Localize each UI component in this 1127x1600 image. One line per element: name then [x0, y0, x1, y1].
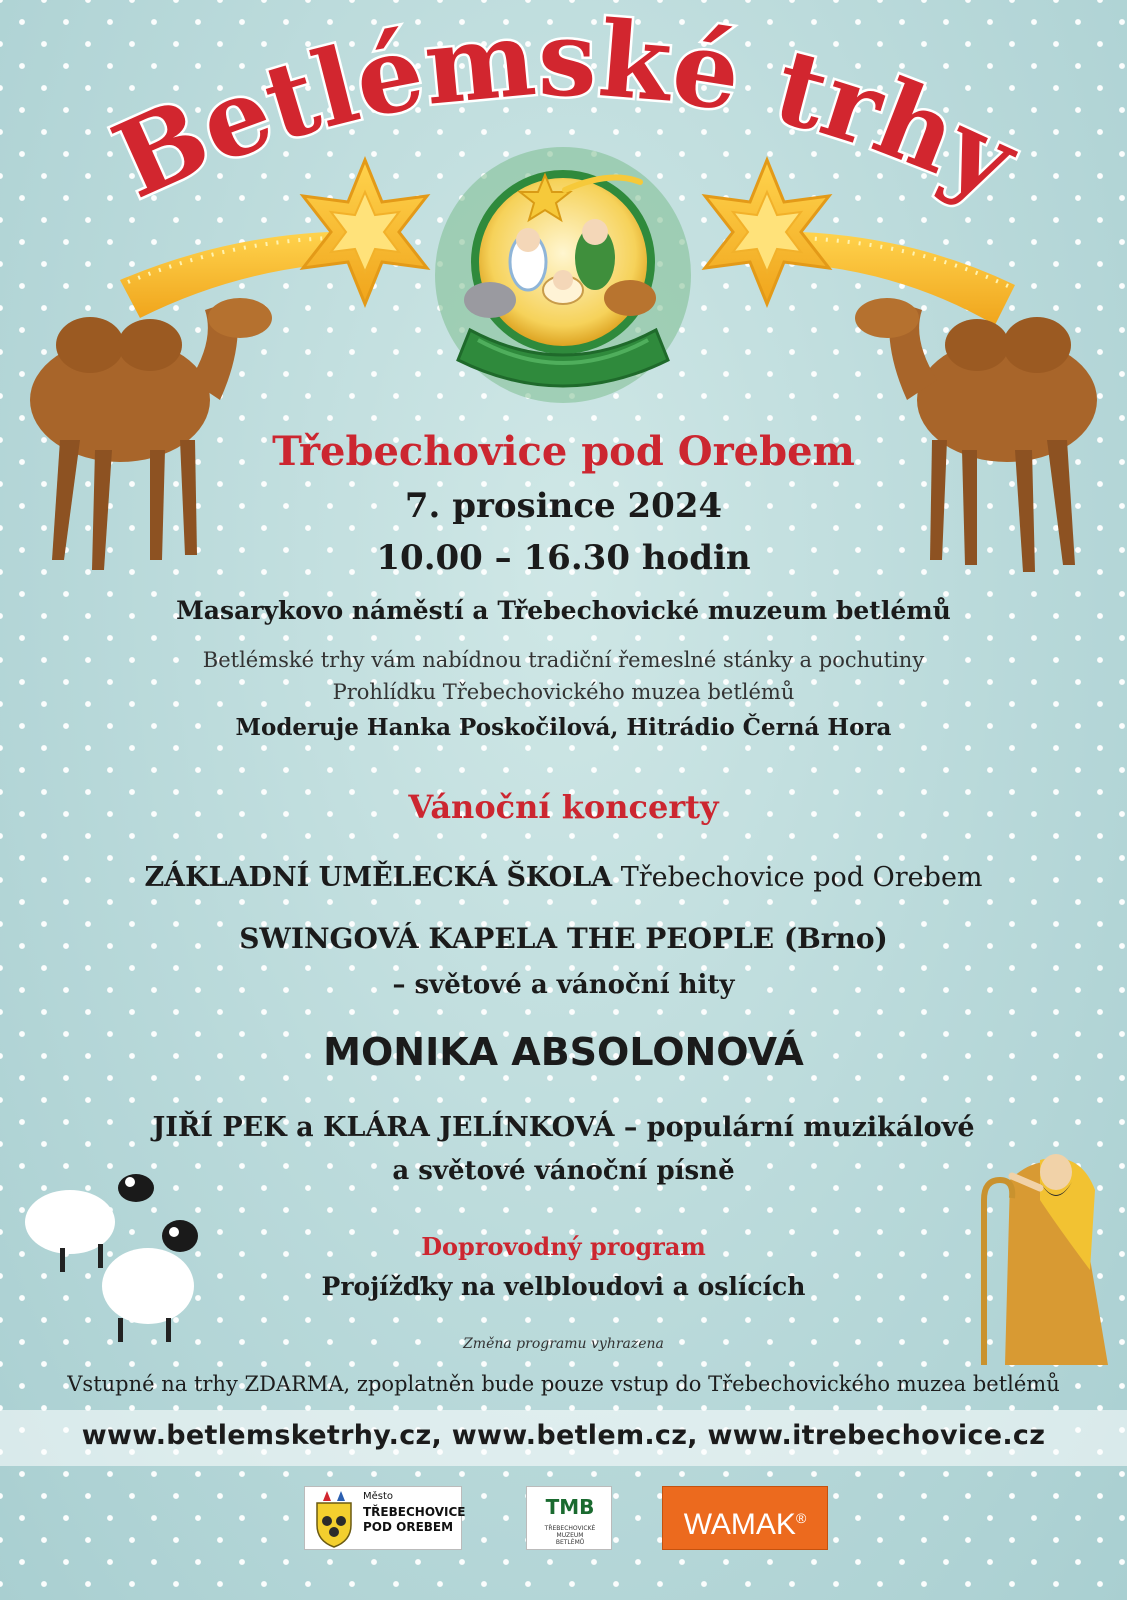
concert-zus-place: Třebechovice pod Orebem — [620, 862, 983, 893]
event-time: 10.00 – 16.30 hodin — [376, 538, 751, 578]
museum-logo — [526, 1486, 612, 1550]
nativity-emblem-icon — [435, 147, 691, 403]
concert-jiri-line-2: a světové vánoční písně — [392, 1156, 735, 1186]
concert-zus — [0, 862, 1127, 893]
town-logo-line-2: POD OREBEM — [363, 1520, 454, 1534]
town-logo-line-1: TŘEBECHOVICE — [363, 1505, 466, 1519]
concert-monika: MONIKA ABSOLONOVÁ — [323, 1030, 804, 1074]
museum-logo-text — [527, 1525, 613, 1546]
wamak-logo-text: WAMAK — [683, 1508, 796, 1541]
town-logo — [304, 1486, 466, 1550]
concert-swing-line-2: – světové a vánoční hity — [392, 970, 735, 1000]
event-place: Masarykovo náměstí a Třebechovické muzeum betlémů — [176, 596, 951, 625]
wamak-logo-reg: ® — [795, 1510, 807, 1526]
concert-jiri-line-1: JIŘÍ PEK a KLÁRA JELÍNKOVÁ – populární muzikálové — [152, 1112, 975, 1143]
star-icon — [303, 160, 427, 304]
concerts-heading: Vánoční koncerty — [408, 788, 719, 826]
concert-swing-line-1: SWINGOVÁ KAPELA THE PEOPLE (Brno) — [239, 922, 888, 955]
poster-title: Betlémské trhy — [96, 0, 1035, 223]
websites-line: www.betlemsketrhy.cz, www.betlem.cz, www.itrebechovice.cz — [81, 1420, 1046, 1451]
wamak-logo — [662, 1486, 828, 1550]
town-logo-small: Město — [363, 1491, 394, 1502]
star-icon — [705, 160, 829, 304]
event-date: 7. prosince 2024 — [404, 486, 723, 526]
change-note: Změna programu vyhrazena — [463, 1336, 664, 1352]
description-line-1: Betlémské trhy vám nabídnou tradiční řemeslné stánky a pochutiny — [202, 648, 925, 672]
entry-note: Vstupné na trhy ZDARMA, zpoplatněn bude pouze vstup do Třebechovického muzea betlémů — [67, 1372, 1060, 1396]
city-heading: Třebechovice pod Orebem — [272, 428, 855, 475]
town-logo-name — [363, 1505, 465, 1535]
side-program-text: Projížďky na velbloudovi a oslících — [321, 1272, 806, 1301]
side-program-heading: Doprovodný program — [421, 1232, 706, 1261]
museum-logo-line-3: BETLÉMŮ — [555, 1539, 585, 1546]
museum-logo-mark: TMB — [545, 1495, 595, 1519]
concert-zus-name: ZÁKLADNÍ UMĚLECKÁ ŠKOLA — [144, 862, 613, 893]
description-line-2: Prohlídku Třebechovického muzea betlémů — [332, 680, 795, 704]
moderator-line: Moderuje Hanka Poskočilová, Hitrádio Černá Hora — [235, 714, 892, 741]
museum-logo-line-2: MUZEUM — [556, 1532, 584, 1539]
museum-logo-line-1: TŘEBECHOVICKÉ — [544, 1525, 596, 1532]
coat-of-arms-icon — [309, 1489, 359, 1549]
